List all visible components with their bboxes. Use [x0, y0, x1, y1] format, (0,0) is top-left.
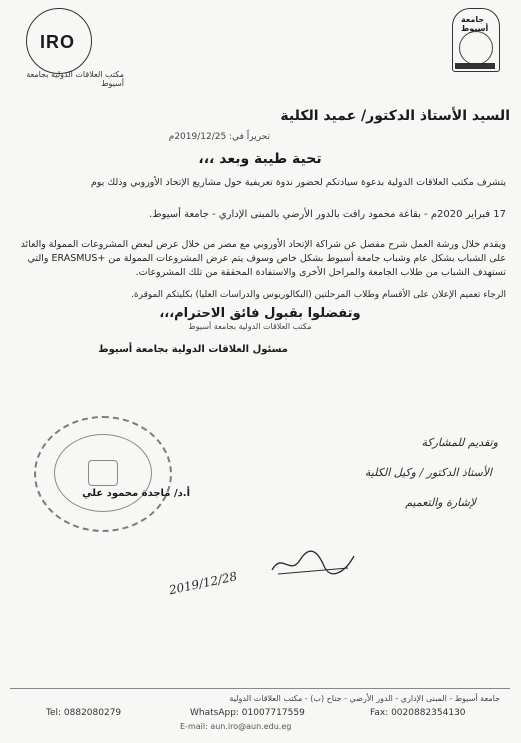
date-line: تحريراً في: 2019/12/25م — [168, 132, 270, 142]
university-logo-emblem — [459, 31, 493, 65]
footer-fax: Fax: 0020882354130 — [370, 708, 466, 718]
footer-tel: Tel: 0882080279 — [46, 708, 122, 718]
addressee: السيد الأستاذ الدكتور/ عميد الكلية — [280, 108, 510, 124]
handwritten-note-line-3: لإشارة والتعميم — [405, 496, 476, 509]
handwritten-note-line-2: الأستاذ الدكتور / وكيل الكلية — [364, 466, 492, 479]
paragraph-request: الرجاء تعميم الإعلان على الأقسام وطلاب المرحلتين (البكالوريوس والدراسات العليا) بكليتكم الموقرة. — [131, 290, 506, 300]
handwritten-date: 2019/12/28 — [167, 569, 239, 598]
signer-title: مسئول العلاقات الدولية بجامعة أسيوط — [98, 344, 288, 355]
iro-logo-text: IRO — [40, 32, 76, 52]
official-stamp — [34, 416, 172, 532]
footer-divider — [10, 688, 510, 689]
handwritten-signature — [268, 548, 358, 578]
paragraph-event-details: 17 فبراير 2020م - بقاعة محمود رافت بالدور الأرضي بالمبنى الإداري - جامعة أسيوط. — [149, 209, 506, 220]
university-logo-text: جامعة أسيوط — [461, 15, 489, 33]
closing: وتفضلوا بقبول فائق الاحترام،،، — [159, 306, 361, 321]
greeting: تحية طيبة وبعد ،،، — [198, 151, 322, 167]
university-logo — [452, 8, 500, 72]
footer-address: جامعة أسيوط - المبنى الإداري - الدور الأرضي - جناح (ب) - مكتب العلاقات الدولية — [229, 694, 500, 703]
iro-logo-subtitle: مكتب العلاقات الدولية بجامعة أسيوط — [26, 70, 124, 88]
footer-email: E-mail: aun.iro@aun.edu.eg — [180, 722, 292, 731]
handwritten-note-line-1: وتقديم للمشاركة — [421, 436, 498, 449]
signer-name: أ.د/ ماجدة محمود علي — [82, 488, 190, 499]
footer-whatsapp: WhatsApp: 01007717559 — [190, 708, 305, 718]
stamp-emblem — [88, 460, 118, 486]
university-logo-base — [455, 63, 495, 69]
closing-subtitle: مكتب العلاقات الدولية بجامعة أسيوط — [188, 322, 312, 331]
paragraph-workshop: ويقدم خلال ورشة العمل شرح مفصل عن شراكة الإتحاد الأوروبي مع مصر من خلال عرض لبعض المشروعات الممولة والعائد على الشباب بشكل عام وشباب جامعة أسيوط بشكل خاص وسوف يتم عرض المشروعات الممولة من +ERASMUS والتي تستهدف الشباب من طلاب الجامعة والمراحل الأخرى والاستفادة المحققة من تلك المشروعات. — [20, 239, 506, 278]
paragraph-invitation: يتشرف مكتب العلاقات الدولية بدعوة سيادتكم لحضور ندوة تعريفية حول مشاريع الإتحاد الأوروبي وذلك يوم — [90, 177, 506, 188]
